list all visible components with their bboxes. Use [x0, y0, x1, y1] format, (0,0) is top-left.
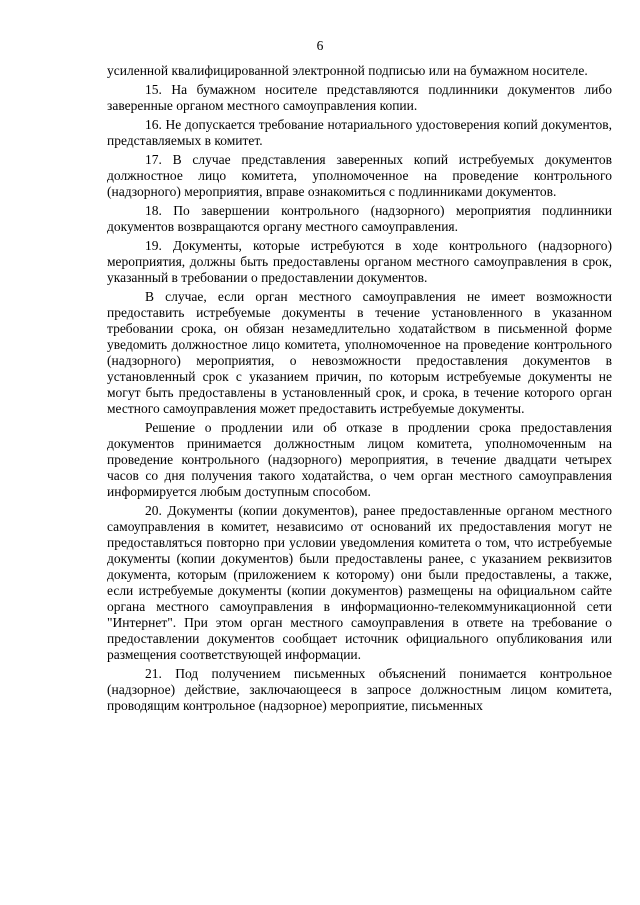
paragraph-item-19-extension: В случае, если орган местного самоуправления не имеет возможности предоставить истребуемые документы в течение установленного в указанном требовании срока, он обязан незамедлительно ходатайством в письменной форме уведомить должностное лицо комитета, уполномоченное на проведение контрольного (надзорного) мероприятия, о невозможности предоставления документов в установленный срок с указанием причин, по которым истребуемые документы не могут быть предоставлены в установленный срок, и срока, в течение которого орган местного самоуправления может предоставить истребуемые документы.: [107, 289, 612, 416]
paragraph-item-18: 18. По завершении контрольного (надзорного) мероприятия подлинники документов возвращаются органу местного самоуправления.: [107, 203, 612, 234]
page-number: 6: [316, 38, 324, 53]
paragraph-item-16: 16. Не допускается требование нотариального удостоверения копий документов, представляемых в комитет.: [107, 117, 612, 148]
paragraph-continuation: усиленной квалифицированной электронной подписью или на бумажном носителе.: [107, 63, 588, 78]
paragraph-item-15: 15. На бумажном носителе представляются подлинники документов либо заверенные органом местного самоуправления копии.: [107, 82, 612, 113]
paragraph-item-21: 21. Под получением письменных объяснений понимается контрольное (надзорное) действие, заключающееся в запросе должностным лицом комитета, проводящим контрольное (надзорное) мероприятие, письменных: [107, 666, 612, 713]
paragraph-item-19: 19. Документы, которые истребуются в ходе контрольного (надзорного) мероприятия, должны быть предоставлены органом местного самоуправления в срок, указанный в требовании о предоставлении документов.: [107, 238, 612, 285]
paragraph-item-17: 17. В случае представления заверенных копий истребуемых документов должностное лицо комитета, уполномоченное на проведение контрольного (надзорного) мероприятия, вправе ознакомиться с подлинниками документов.: [107, 152, 612, 199]
paragraph-item-20: 20. Документы (копии документов), ранее предоставленные органом местного самоуправления в комитет, независимо от оснований их предоставления могут не предоставляться повторно при условии уведомления комитета о том, что истребуемые документы (копии документов) были предоставлены ранее, с указанием реквизитов документа, которым (приложением к которому) они были предоставлены, а также, если истребуемые документы (копии документов) размещены на официальном сайте органа местного самоуправления в информационно-телекоммуникационной сети "Интернет". При этом орган местного самоуправления в ответе на требование о предоставлении документов сообщает источник официального опубликования или размещения соответствующей информации.: [107, 503, 612, 662]
paragraph-item-19-decision: Решение о продлении или об отказе в продлении срока предоставления документов принимается должностным лицом комитета, уполномоченным на проведение контрольного (надзорного) мероприятия, в течение двадцати четырех часов со дня получения такого ходатайства, о чем орган местного самоуправления информируется любым доступным способом.: [107, 420, 612, 499]
document-body: [107, 63, 612, 717]
